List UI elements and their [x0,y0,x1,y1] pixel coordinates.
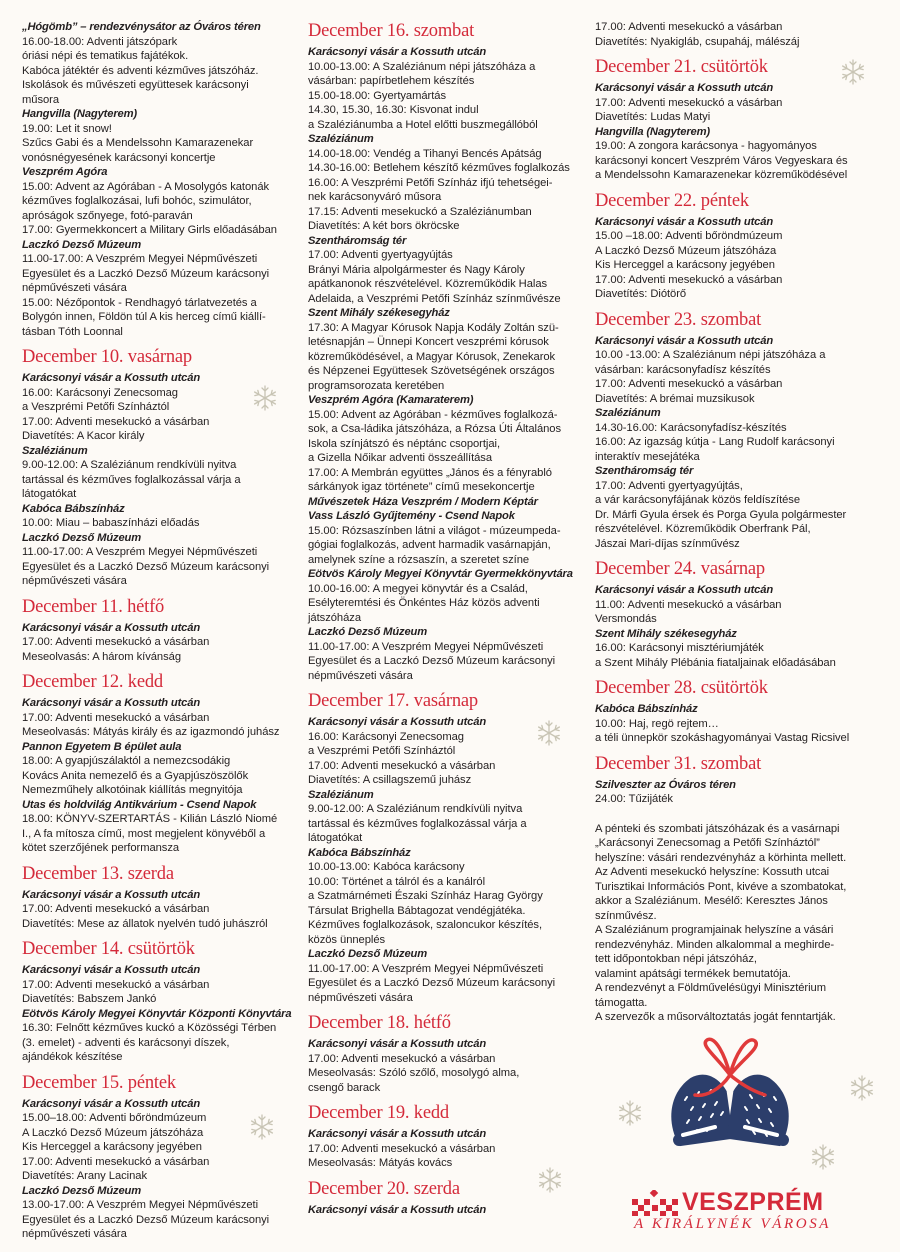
event-text [308,1052,592,1096]
text-line: 17.00: Adventi mesekuckó a vásárban [22,978,210,991]
text-line: sok, a Csa-ládika játszóháza, a Rózsa Úti Általános [308,423,562,435]
text-line: 11.00: Adventi mesekuckó a vásárban [595,598,782,611]
text-line: 15.00–18.00: Adventi bőröndmúzeum [22,1112,207,1124]
text-line: 14.00-18.00: Vendég a Tihanyi Bencés Apátság [308,147,542,160]
event-text [308,524,592,568]
day-section [595,190,885,302]
text-line: Egyesület és a Laczkó Dezső Múzeum karácsonyi [308,655,556,667]
event-text [22,635,304,664]
text-line: 17.30: A Magyar Kórusok Napja Kodály Zoltán szü- [308,321,559,334]
day-heading: December 20. szerda [308,1178,460,1199]
text-line: Esélyteremtési és Önkéntes Ház közös adventi [308,597,540,609]
event-text [22,122,304,166]
event-text [22,754,304,798]
text-line: 10.00: Haj, regö rejtem… [595,717,719,730]
venue-name: Karácsonyi vásár a Kossuth utcán [308,1128,487,1140]
text-line: Kovács Anita nemezelő és a Gyapjúszöszölők [22,769,249,782]
text-line: kézműves foglalkozásai, lufi bohóc, szimulátor, [22,195,252,207]
day-heading: December 15. péntek [22,1072,176,1093]
text-line: közreműködésével, a Magyar Kórusok, Zenekarok [308,350,556,363]
event-text [308,147,592,234]
text-line: „Karácsonyi Zenecsomag a Petőfi Színháztól” [595,837,820,849]
text-line: 17.00: Adventi gyertyagyújtás [308,249,453,261]
text-line: Bolygón innen, Földön túl A kis herceg című kiállí- [22,311,266,323]
logo-tagline: A KIRÁLYNÉK VÁROSA [634,1216,832,1232]
text-line: 17.00: Adventi mesekuckó a vásárban [308,1052,496,1065]
text-line: a Veszprémi Petőfi Színháztól [308,745,456,757]
text-line: amelynek színe a rózsaszín, a szeretet színe [308,553,530,566]
day-heading: December 11. hétfő [22,596,165,617]
text-line: tásban Tóth Loonnal [22,325,123,338]
text-line: programsorozata keretében [308,379,445,392]
event-text [22,458,304,502]
text-line: 15.00-18.00: Gyertyamártás [308,89,446,102]
venue-name: Szentháromság tér [595,465,694,477]
text-line: 11.00-17.00: A Veszprém Megyei Népművészeti [308,962,544,975]
event-text [308,408,592,495]
event-text [595,641,885,670]
text-line: 14.30-16.00: Karácsonyfadísz-készítés [595,421,787,434]
venue-name: Kabóca Bábszínház [595,703,698,715]
day-section [595,309,885,552]
venue-name: Szilveszter az Óváros téren [595,778,736,791]
text-line: 17.00: Adventi mesekuckó a vásárban [22,1155,210,1168]
venue-name: Kabóca Bábszínház [22,502,125,515]
venue-name: Szaléziánum [308,788,374,801]
text-line: 17.00: Adventi mesekuckó a vásárban [595,378,783,390]
text-line: A pénteki és szombati játszóházak és a vasárnapi [595,822,840,835]
text-line: Egyesület és a Laczkó Dezső Múzeum karácsonyi [22,560,270,573]
day-heading: December 13. szerda [22,863,174,884]
text-line: látogatókat [308,832,363,844]
text-line: 15.00 –18.00: Adventi bőröndmúzeum [595,230,783,242]
text-line: Kézműves foglalkozások, szaloncukor készítés, [308,919,543,931]
program-column-1 [22,20,304,1242]
text-line: gógiai foglalkozás, advent harmadik vasárnapján, [308,539,551,551]
text-line: Egyesület és a Laczkó Dezső Múzeum karácsonyi [22,1213,270,1226]
text-line: (3. emelet) - adventi és karácsonyi díszek, [22,1036,230,1049]
text-line: 11.00-17.00: A Veszprém Megyei Népművészeti [22,546,258,558]
text-line: Meseolvasás: Szóló szőlő, mosolygó alma, [308,1067,520,1079]
text-line: 24.00: Tűzijáték [595,793,673,805]
day-heading: December 19. kedd [308,1103,449,1123]
text-line: színművész. [595,909,657,922]
venue-name: Szentháromság tér [308,234,407,247]
venue-name: Utas és holdvilág Antikvárium - Csend Napok [22,798,257,811]
text-line: 16.00: Karácsonyi Zenecsomag [308,730,464,743]
day-section [22,596,304,665]
venue-name: Vass László Gyűjtemény - Csend Napok [308,510,515,522]
info-note [595,822,885,1025]
text-line: 13.00-17.00: A Veszprém Megyei Népművészeti [22,1199,259,1211]
snowflake-icon [249,1114,275,1140]
text-line: a Gizella Nőikar adventi összeállítása [308,452,493,464]
venue-name: Karácsonyi vásár a Kossuth utcán [308,716,487,728]
text-line: akkor a Szaléziánum. Mesélő: Keresztes János [595,895,828,907]
event-text [595,348,885,406]
event-text [22,180,304,238]
event-text [308,582,592,626]
day-section [595,677,885,746]
text-line: támogatta. [595,996,648,1009]
text-line: 17.00: Adventi gyertyagyújtás, [595,479,743,492]
text-line: a vár karácsonyfájának közös feldíszítése [595,494,801,506]
text-line: a Szatmárnémeti Északi Színház Harag György [308,890,543,902]
event-text [595,598,885,627]
snowflake-icon [536,720,562,746]
text-line: 17.00: Adventi mesekuckó a vásárban [595,21,783,33]
text-line: 15.00: Nézőpontok - Rendhagyó tárlatvezetés a [22,296,257,309]
day-section [595,753,885,1025]
text-line: Az Adventi mesekuckó helyszíne: Kossuth utcai [595,866,830,878]
text-line: népművészeti vására [308,991,413,1004]
logo-name: VESZPRÉM [682,1188,824,1216]
text-line: 16.00: Karácsonyi misztériumjáték [595,642,764,654]
text-line: Adelaida, a Veszprémi Petőfi Színház színművésze [308,292,561,305]
text-line: 11.00-17.00: A Veszprém Megyei Népművészeti [308,640,544,653]
venue-name: Veszprém Agóra (Kamaraterem) [308,394,474,406]
venue-name: Kabóca Bábszínház [308,846,411,859]
text-line: rendezvényház. Minden alkalommal a meghirde- [595,938,835,951]
text-line: műsora [22,93,60,106]
text-line: 10.00-13.00: Kabóca karácsony [308,861,465,873]
text-line: 17.00: Adventi mesekuckó a vásárban [595,96,783,109]
text-line: karácsonyi koncert Veszprém Város Vegyeskara és [595,154,848,167]
text-line: Meseolvasás: Mátyás kovács [308,1157,453,1169]
text-line: közös ünneplés [308,933,386,946]
text-line: 16.00: Karácsonyi Zenecsomag [22,386,178,399]
snowflake-icon [849,1075,875,1101]
event-text [595,421,885,465]
text-line: Iskola színjátszó és néptánc csoportjai, [308,437,501,450]
venue-name: Szaléziánum [22,444,88,457]
snowflake-icon [840,59,866,85]
text-line: 15.00: Advent az Agórában - A Mosolygós katonák [22,180,270,193]
day-section [595,20,885,49]
event-text [22,252,304,339]
event-text [595,96,885,125]
venue-name: Eötvös Károly Megyei Könyvtár Gyermekkönyvtára [308,568,573,580]
venue-name: Karácsonyi vásár a Kossuth utcán [22,372,201,384]
text-line: Diavetítés: Mese az állatok nyelvén tudó juhászról [22,917,268,930]
text-line: 15.00: Rózsaszínben látni a világot - múzeumpeda- [308,524,561,537]
event-text [308,60,592,133]
text-line: 17.00: Adventi mesekuckó a vásárban [22,711,210,724]
text-line: A Szaléziánum programjainak helyszíne a vásári [595,924,834,936]
text-line: 17.00: Gyermekkoncert a Military Girls előadásában [22,224,277,236]
snowflake-icon [810,1144,836,1170]
event-text [22,978,304,1007]
event-text [308,640,592,684]
venue-name: Karácsonyi vásár a Kossuth utcán [595,82,774,94]
venue-name: Karácsonyi vásár a Kossuth utcán [308,1203,487,1216]
text-line: Diavetítés: A csillagszemű juhász [308,774,472,786]
text-line: látogatókat [22,488,77,500]
venue-name: Hangvilla (Nagyterem) [595,125,710,138]
day-heading: December 14. csütörtök [22,939,195,959]
text-line: vonósnégyesének karácsonyi koncertje [22,151,216,164]
text-line: letésnapján – Ünnepi Koncert veszprémi kórusok [308,336,549,348]
day-section [22,20,304,339]
day-heading: December 28. csütörtök [595,678,768,698]
day-heading: December 10. vasárnap [22,347,192,367]
text-line: A Laczkó Dezső Múzeum játszóháza [595,244,777,257]
text-line: Dr. Márfi Gyula érsek és Porga Gyula polgármester [595,508,847,521]
day-heading: December 12. kedd [22,672,163,692]
event-text [22,545,304,589]
event-text [308,321,592,394]
event-text [22,711,304,740]
text-line: Diavetítés: Diótörő [595,288,687,300]
day-section [22,671,304,856]
day-heading: December 21. csütörtök [595,57,768,77]
venue-name: Veszprém Agóra [22,166,108,178]
text-line: ajándékok készítése [22,1051,123,1063]
text-line: 17.00: Adventi mesekuckó a vásárban [22,415,210,428]
day-heading: December 31. szombat [595,753,762,774]
day-section [22,1072,304,1242]
event-text [595,479,885,552]
text-line: óriási népi és tematikus fajátékok. [22,50,189,62]
text-line: sárkányok igaz története” című mesekoncertje [308,481,535,493]
text-line: tartással és kézműves foglalkozással várja a [308,817,527,830]
text-line: Kabóca játéktér és adventi kézműves játszóház. [22,64,259,77]
venue-name: Karácsonyi vásár a Kossuth utcán [308,46,487,58]
text-line: 14.30, 15.30, 16.30: Kisvonat indul [308,104,479,116]
text-line: Nemezműhely alkotóinak kiállítás megnyitója [22,784,243,796]
event-text [308,860,592,947]
text-line: helyszíne: vásári rendezvényház a körhinta mellett. [595,851,847,864]
text-line: Diavetítés: Nyakigláb, csupaháj, málészáj [595,35,800,48]
venue-name: Karácsonyi vásár a Kossuth utcán [595,334,774,347]
text-line: népművészeti vására [22,1228,127,1240]
event-text [595,792,885,807]
venue-name: Szaléziánum [308,133,374,145]
venue-name: Karácsonyi vásár a Kossuth utcán [595,584,774,596]
venue-name: „Hógömb” – rendezvénysátor az Óváros téren [22,21,261,33]
text-line: játszóháza [308,611,361,624]
venue-name: Pannon Egyetem B épület aula [22,740,182,753]
venue-name: Szent Mihály székesegyház [595,627,737,640]
text-line: Jászai Mari-díjas színművész [595,537,740,550]
text-line: 18.00: A gyapjúszálaktól a nemezcsodákig [22,755,231,767]
text-line: 17.15: Adventi mesekuckó a Szaléziánumban [308,205,532,218]
day-heading: December 23. szombat [595,309,762,330]
day-section [22,938,304,1065]
text-line: 10.00 -13.00: A Szaléziánum népi játszóháza a [595,349,826,361]
venue-name: Karácsonyi vásár a Kossuth utcán [308,1038,487,1050]
text-line: a Veszprémi Petőfi Színháztól [22,401,170,413]
text-line: 10.00-16.00: A megyei könyvtár és a Család, [308,582,528,595]
text-line: 18.00: KÖNYV-SZERTARTÁS - Kilián László Niomé [22,813,278,825]
text-line: I., A fa mítosza című, most megjelent könyvéből a [22,827,266,840]
text-line: interaktív mesejátéka [595,450,700,463]
day-section [595,558,885,670]
text-line: népművészeti vására [308,669,413,682]
venue-name: Laczkó Dezső Múzeum [22,531,141,544]
event-text [22,1021,304,1065]
text-line: Diavetítés: A két bors ökröcske [308,220,460,232]
venue-name: Laczkó Dezső Múzeum [308,948,427,960]
text-line: 10.00-13.00: A Szaléziánum népi játszóháza a [308,60,536,73]
day-heading: December 17. vasárnap [308,691,478,711]
text-line: Iskolások és művészeti együttesek karácsonyi [22,79,249,91]
text-line: tett időpontokban népi játszóház, [595,953,757,965]
text-line: Diavetítés: A Kacor király [22,430,145,442]
text-line: kötet szerzőjének performansza [22,842,180,854]
venue-name: Karácsonyi vásár a Kossuth utcán [22,621,201,634]
text-line: részvételével. Közreműködik Oberfrank Pál, [595,523,811,535]
text-line: Meseolvasás: Mátyás király és az igazmondó juhász [22,726,280,738]
text-line: vásárban: papírbetlehem készítés [308,75,475,87]
text-line: 16.00: Az igazság kútja - Lang Rudolf karácsonyi [595,436,835,448]
text-line: 16.00: A Veszprémi Petőfi Színház ifjú tehetségei- [308,176,553,189]
text-line: és Népzenei Együttesek Szövetségének országos [308,365,555,377]
text-line: 17.00: Adventi mesekuckó a vásárban [308,1142,496,1155]
text-line: a Szaléziánumba a Hotel előtti buszmegállóból [308,118,538,131]
christmas-bells-illustration [655,1035,805,1150]
venue-name: Művészetek Háza Veszprém / Modern Képtár [308,495,538,508]
text-line: 19.00: A zongora karácsonya - hagyományos [595,140,817,152]
venue-name: Karácsonyi vásár a Kossuth utcán [22,697,201,709]
text-line: a téli ünnepkör szokáshagyományai Vastag Ricsivel [595,732,850,744]
text-line: 10.00: Történet a tálról és a kanálról [308,875,486,888]
event-text [308,962,592,1006]
text-line: 16.00-18.00: Adventi játszópark [22,35,178,48]
text-line: Turisztikai Információs Pont, kivéve a szombatokat, [595,880,847,893]
text-line: Egyesület és a Laczkó Dezső Múzeum karácsonyi [308,977,556,989]
text-line: Versmondás [595,613,657,625]
venue-name: Eötvös Károly Megyei Könyvtár Központi Könyvtára [22,1007,292,1020]
text-line: Kis Herceggel a karácsony jegyében [595,259,775,271]
day-heading: December 16. szombat [308,21,475,41]
text-line: 9.00-12.00: A Szaléziánum rendkívüli nyitva [22,459,237,471]
text-line: 15.00: Advent az Agórában - kézműves foglalkozá- [308,408,558,421]
event-text [22,516,304,531]
text-line: tartással és kézműves foglalkozással várja a [22,473,241,486]
event-text [595,20,885,49]
event-text [595,717,885,746]
venue-name: Hangvilla (Nagyterem) [22,108,137,120]
text-line: csengő barack [308,1081,381,1094]
venue-name: Laczkó Dezső Múzeum [22,238,141,251]
text-line: 17.00: Adventi mesekuckó a vásárban [22,636,210,648]
text-line: A Laczkó Dezső Múzeum játszóháza [22,1126,204,1139]
snowflake-icon [252,385,278,411]
veszprem-logo [632,1188,832,1238]
text-line: 10.00: Miau – babaszínházi előadás [22,517,200,529]
day-section [308,1012,592,1095]
venue-name: Karácsonyi vásár a Kossuth utcán [22,1097,201,1110]
day-section [308,1102,592,1171]
event-text [22,902,304,931]
text-line: Kis Herceggel a karácsony jegyében [22,1141,202,1153]
text-line: Diavetítés: Babszem Jankó [22,993,157,1005]
text-line: 17.00: A Membrán együttes „János és a fényrabló [308,466,552,479]
text-line: 14.30-16.00: Betlehem készítő kézműves foglalkozás [308,162,570,174]
snowflake-icon [537,1167,563,1193]
snowflake-icon [617,1100,643,1126]
crown-logo-icon [632,1190,678,1216]
day-section [22,863,304,932]
venue-name: Karácsonyi vásár a Kossuth utcán [595,215,774,228]
text-line: 17.00: Adventi mesekuckó a vásárban [595,273,783,286]
event-text [22,812,304,856]
text-line: vásárban: karácsonyfadísz készítés [595,363,771,376]
text-line: a Mendelssohn Kamarazenekar közreműködésével [595,169,848,181]
text-line: Brányi Mária alpolgármester és Nagy Károly [308,263,525,276]
text-line: nek karácsonyváró műsora [308,191,442,203]
event-text [595,229,885,302]
text-line: 17.00: Adventi mesekuckó a vásárban [308,759,496,772]
text-line: apróságok szőnyege, fotó-paraván [22,209,193,222]
text-line: a Szent Mihály Plébánia fiataljainak előadásában [595,656,836,669]
text-line: 9.00-12.00: A Szaléziánum rendkívüli nyitva [308,803,523,815]
day-section [22,346,304,589]
event-text [308,802,592,846]
day-heading: December 18. hétfő [308,1013,451,1033]
text-line: A rendezvényt a Földművelésügyi Minisztérium [595,982,826,994]
text-line: népművészeti vására [22,575,127,587]
event-text [308,248,592,306]
venue-name: Szent Mihály székesegyház [308,307,450,319]
day-heading: December 22. péntek [595,190,749,211]
text-line: Társulat Brighella Bábtagozat vendégjátéka. [308,904,526,917]
day-section [308,20,592,683]
venue-name: Szaléziánum [595,407,661,419]
text-line: 19.00: Let it snow! [22,122,112,135]
text-line: Diavetítés: Ludas Matyi [595,111,711,123]
text-line: A szervezők a műsorváltoztatás jogát fenntartják. [595,1011,836,1023]
venue-name: Laczkó Dezső Múzeum [22,1184,141,1197]
day-heading: December 24. vasárnap [595,559,765,579]
text-line: apátkanonok részvételével. Közreműködik Halas [308,278,548,290]
text-line: Egyesület és a Laczkó Dezső Múzeum karácsonyi [22,267,270,280]
venue-name: Laczkó Dezső Múzeum [308,626,427,638]
text-line: Diavetítés: Arany Lacinak [22,1170,147,1182]
event-text [22,1198,304,1242]
event-text [595,139,885,183]
text-line: Diavetítés: A brémai muzsikusok [595,392,755,405]
program-column-3 [595,20,885,1025]
text-line: Meseolvasás: A három kívánság [22,650,181,663]
text-line: Szűcs Gabi és a Mendelssohn Kamarazenekar [22,137,254,149]
text-line: 11.00-17.00: A Veszprém Megyei Népművészeti [22,253,258,265]
program-column-2 [308,20,592,1217]
text-line: 16.30: Felnőtt kézműves kuckó a Közösségi Térben [22,1022,277,1034]
text-line: 17.00: Adventi mesekuckó a vásárban [22,903,210,915]
event-text [22,35,304,108]
venue-name: Karácsonyi vásár a Kossuth utcán [22,888,201,901]
text-line: valamint apátsági termékek bemutatója. [595,967,791,980]
venue-name: Karácsonyi vásár a Kossuth utcán [22,964,201,976]
text-line: népművészeti vására [22,282,127,294]
